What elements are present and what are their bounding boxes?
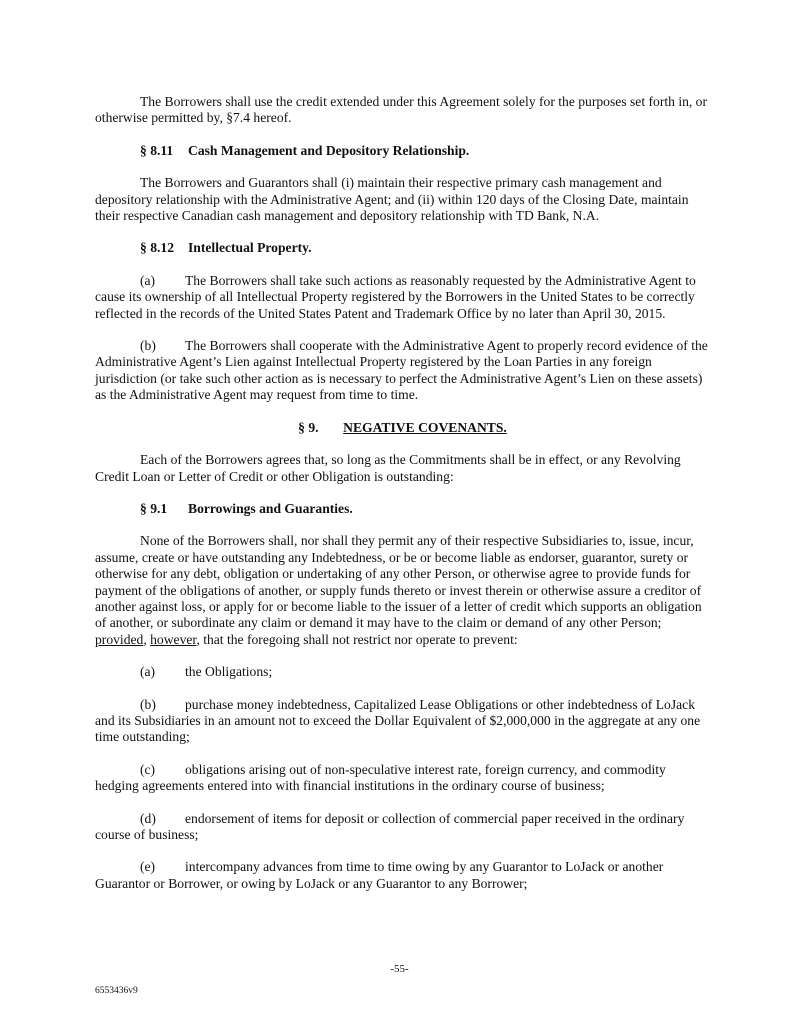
clause-8-12-a xyxy=(95,273,710,322)
provided-term: provided xyxy=(95,631,144,647)
section-number: § 9.1 xyxy=(140,500,168,516)
clause-label: (b) xyxy=(140,338,156,354)
list-item xyxy=(95,697,710,746)
clause-label: (c) xyxy=(140,761,156,777)
section-number: § 8.11 xyxy=(140,142,174,158)
list-item xyxy=(95,664,710,680)
clause-text: The Borrowers shall take such actions as reasonably requested by the Administrative Agent to cause its ownership of all Intellectual Property registered by the Borrowers in the United States to be correctly reflected in the records of the United States Patent and Trademark Office by no later than April 30, 2015. xyxy=(95,272,696,321)
section-title: Cash Management and Depository Relationship. xyxy=(188,142,470,158)
paragraph-text: , that the foregoing shall not restrict nor operate to prevent: xyxy=(196,631,518,647)
clause-label: (a) xyxy=(140,272,156,288)
section-title: NEGATIVE COVENANTS. xyxy=(343,419,507,435)
paragraph-use-of-credit: The Borrowers shall use the credit extended under this Agreement solely for the purposes set forth in, or otherwise permitted by, §7.4 hereof. xyxy=(95,94,708,126)
paragraph-negative-covenants-intro: Each of the Borrowers agrees that, so long as the Commitments shall be in effect, or any Revolving Credit Loan or Letter of Credit or other Obligation is outstanding: xyxy=(95,452,681,484)
page-number: -55- xyxy=(390,963,409,975)
section-8-12-heading xyxy=(140,240,710,256)
section-number: § 8.12 xyxy=(140,240,174,256)
list-item xyxy=(95,811,710,844)
clause-text: endorsement of items for deposit or collection of commercial paper received in the ordinary course of business; xyxy=(95,810,685,842)
however-term: however xyxy=(150,631,197,647)
punctuation: , xyxy=(143,631,151,647)
section-9-1-heading xyxy=(140,501,710,517)
clause-text: The Borrowers shall cooperate with the Administrative Agent to properly record evidence of the Administrative Agent’s Lien against Intellectual Property registered by the Loan Parties in any foreign jurisdiction (or take such other action as is necessary to perfect the Administrative Agent’s Lien on these assets) as the Administrative Agent may request from time to time. xyxy=(95,338,708,403)
paragraph-text: None of the Borrowers shall, nor shall they permit any of their respective Subsidiaries to, issue, incur, assume, create or have outstanding any Indebtedness, or be or become liable as endorser, guarantor, surety or otherwise for any debt, obligation or undertaking of any other Person, or otherwise agree to provide funds for payment of the obligations of another, or supply funds thereto or invest therein or otherwise assure a creditor of another against loss, or apply for or become liable to the issuer of a letter of credit which supports an obligation of another, or subordinate any claim or demand it may have to the claim or demand of any other Person; xyxy=(95,533,702,631)
paragraph-cash-management: The Borrowers and Guarantors shall (i) maintain their respective primary cash management and depository relationship with the Administrative Agent; and (ii) within 120 days of the Closing Date, maintain their respective Canadian cash management and depository relationship with TD Bank, N.A. xyxy=(95,175,689,224)
clause-text: obligations arising out of non-speculative interest rate, foreign currency, and commodity hedging agreements entered into with financial institutions in the ordinary course of business; xyxy=(95,761,666,794)
document-id: 6553436v9 xyxy=(95,986,138,996)
clause-label: (a) xyxy=(140,664,156,680)
clause-text: intercompany advances from time to time owing by any Guarantor to LoJack or another Guarantor or Borrower, or owing by LoJack or any Guarantor to any Borrower; xyxy=(95,859,664,891)
list-item xyxy=(95,859,710,892)
clause-label: (d) xyxy=(140,810,156,826)
section-8-11-heading xyxy=(140,143,710,159)
clause-label: (b) xyxy=(140,696,156,712)
clause-text: purchase money indebtedness, Capitalized Lease Obligations or other indebtedness of LoJack and its Subsidiaries in an amount not to exceed the Dollar Equivalent of $2,000,000 in the aggregate at any one time outstanding; xyxy=(95,696,701,745)
document-page xyxy=(95,94,710,908)
section-title: Intellectual Property. xyxy=(188,240,312,256)
paragraph-borrowings xyxy=(95,533,710,648)
section-9-heading xyxy=(95,420,710,436)
section-number: § 9. xyxy=(298,419,319,435)
clause-text: the Obligations; xyxy=(185,664,273,680)
clause-8-12-b xyxy=(95,338,710,404)
section-title: Borrowings and Guaranties. xyxy=(188,500,353,516)
clause-label: (e) xyxy=(140,859,156,875)
list-item xyxy=(95,762,710,795)
